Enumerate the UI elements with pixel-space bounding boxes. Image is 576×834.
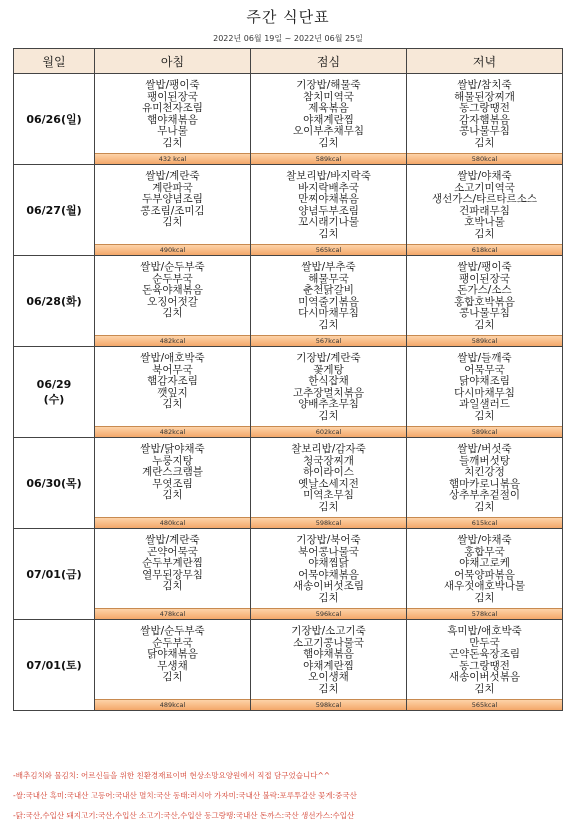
lunch-cell	[251, 620, 407, 711]
dinner-items: 쌀밥/야채죽 소고기미역국 생선가스/타르타르소스 건파래무침 호박나물 김치	[432, 170, 537, 240]
breakfast-items: 쌀밥/계란죽 곤약어묵국 순두부계란찜 열무된장무침 김치	[142, 534, 203, 592]
day-row	[14, 74, 563, 165]
breakfast-cell	[95, 620, 251, 711]
breakfast-items: 쌀밥/팽이죽 팽이된장국 유미천자조림 햄야채볶음 무나물 김치	[142, 79, 203, 149]
lunch-items: 찰보리밥/바지락죽 바지락배추국 만찌야채볶음 양념두부조림 꼬시래기나물 김치	[286, 170, 371, 240]
breakfast-kcal-bar: 480kcal	[95, 517, 250, 528]
lunch-kcal-bar: 598kcal	[251, 517, 406, 528]
breakfast-cell	[95, 438, 251, 529]
dinner-kcal-bar: 565kcal	[407, 699, 562, 710]
breakfast-cell	[95, 165, 251, 256]
breakfast-kcal-bar: 432 kcal	[95, 153, 250, 164]
breakfast-cell	[95, 347, 251, 438]
dinner-items: 쌀밥/야채죽 홍합무국 야채고로케 어묵양파볶음 새우젓애호박나물 김치	[443, 534, 526, 604]
dinner-cell	[407, 620, 563, 711]
breakfast-cell	[95, 256, 251, 347]
lunch-cell	[251, 347, 407, 438]
lunch-items: 기장밥/계란죽 꽃게탕 한식잡채 고추장멸치볶음 양배추초무침 김치	[292, 352, 364, 422]
dinner-items: 흑미밥/애호박죽 만두국 곤약돈육장조림 동그랑땡전 새송이버섯볶음 김치	[447, 625, 522, 695]
day-label: 07/01(토)	[14, 620, 95, 711]
day-label: 06/29 (수)	[14, 347, 95, 438]
lunch-kcal-bar: 589kcal	[251, 153, 406, 164]
day-row	[14, 165, 563, 256]
lunch-kcal-bar: 598kcal	[251, 699, 406, 710]
footnote-origin-1: -쌀:국내산 흑미:국내산 고등어:국내산 멸치:국산 동태:러시아 가자미:국내산 불락:포루투갈산 꽃게:중국산	[13, 791, 357, 800]
lunch-items: 기장밥/해물죽 참치미역국 제육볶음 야채계란찜 오이부추채무침 김치	[292, 79, 364, 149]
dinner-kcal-bar: 580kcal	[407, 153, 562, 164]
dinner-kcal-bar: 615kcal	[407, 517, 562, 528]
lunch-kcal-bar: 602kcal	[251, 426, 406, 437]
dinner-cell	[407, 347, 563, 438]
lunch-cell	[251, 438, 407, 529]
dinner-kcal-bar: 618kcal	[407, 244, 562, 255]
header-dinner: 저녁	[407, 49, 563, 74]
header-day: 월일	[14, 49, 95, 74]
breakfast-kcal-bar: 489kcal	[95, 699, 250, 710]
lunch-items: 기장밥/북어죽 북어콩나물국 야채찜닭 어묵야채볶음 새송이버섯조림 김치	[292, 534, 364, 604]
menu-table	[13, 48, 563, 711]
page-title: 주간 식단표	[246, 8, 330, 26]
lunch-kcal-bar: 596kcal	[251, 608, 406, 619]
breakfast-kcal-bar: 482kcal	[95, 426, 250, 437]
day-row	[14, 529, 563, 620]
day-label: 06/26(일)	[14, 74, 95, 165]
breakfast-cell	[95, 74, 251, 165]
dinner-kcal-bar: 578kcal	[407, 608, 562, 619]
dinner-items: 쌀밥/팽이죽 팽이된장국 돈가스/소스 홍합호박볶음 콩나물무침 김치	[454, 261, 515, 331]
breakfast-kcal-bar: 478kcal	[95, 608, 250, 619]
dinner-cell	[407, 165, 563, 256]
day-row	[14, 256, 563, 347]
lunch-cell	[251, 165, 407, 256]
footnote-kimchi: -배추김치와 물김치: 어르신들을 위한 친환경재료이며 현상소망요양원에서 직접 담구었습니다^^	[13, 771, 331, 780]
header-breakfast: 아침	[95, 49, 251, 74]
breakfast-items: 쌀밥/순두부죽 순두부국 돈육야채볶음 오징어젓갈 김치	[140, 261, 205, 319]
day-label: 07/01(금)	[14, 529, 95, 620]
lunch-items: 찰보리밥/감자죽 청국장찌개 하이라이스 옛날소세지전 미역초무침 김치	[291, 443, 366, 513]
day-row	[14, 620, 563, 711]
breakfast-cell	[95, 529, 251, 620]
lunch-kcal-bar: 567kcal	[251, 335, 406, 346]
breakfast-kcal-bar: 482kcal	[95, 335, 250, 346]
dinner-cell	[407, 74, 563, 165]
dinner-items: 쌀밥/버섯죽 들깨버섯탕 치킨강정 햄마카로니볶음 상추부추겉절이 김치	[448, 443, 520, 513]
dinner-cell	[407, 256, 563, 347]
lunch-cell	[251, 74, 407, 165]
lunch-cell	[251, 529, 407, 620]
breakfast-items: 쌀밥/애호박죽 북어무국 햄감자조림 깻잎지 김치	[140, 352, 205, 410]
day-label: 06/30(목)	[14, 438, 95, 529]
lunch-kcal-bar: 565kcal	[251, 244, 406, 255]
breakfast-items: 쌀밥/순두부죽 순두부국 닭야채볶음 무생채 김치	[140, 625, 205, 683]
lunch-items: 기장밥/소고기죽 소고기콩나물국 햄야채볶음 야채계란찜 오이생채 김치	[291, 625, 366, 695]
breakfast-kcal-bar: 490kcal	[95, 244, 250, 255]
lunch-cell	[251, 256, 407, 347]
dinner-cell	[407, 438, 563, 529]
dinner-items: 쌀밥/들깨죽 어묵무국 닭야채조림 다시마채무침 과일샐러드 김치	[454, 352, 515, 422]
date-range: 2022년 06월 19일 ~ 2022년 06월 25일	[213, 34, 363, 43]
dinner-items: 쌀밥/참치죽 해물된장찌개 동그랑땡전 감자햄볶음 콩나물무침 김치	[454, 79, 515, 149]
lunch-items: 쌀밥/부추죽 해물무국 춘천닭갈비 미역줄기볶음 다시마채무침 김치	[298, 261, 359, 331]
day-label: 06/27(월)	[14, 165, 95, 256]
header-row	[14, 49, 563, 74]
day-label: 06/28(화)	[14, 256, 95, 347]
day-row	[14, 438, 563, 529]
header-lunch: 점심	[251, 49, 407, 74]
dinner-cell	[407, 529, 563, 620]
dinner-kcal-bar: 589kcal	[407, 335, 562, 346]
breakfast-items: 쌀밥/계란죽 계란파국 두부양념조림 콩조림/조미김 김치	[140, 170, 205, 228]
day-row	[14, 347, 563, 438]
breakfast-items: 쌀밥/닭야채죽 누룽지탕 계란스크램블 무엿조림 김치	[140, 443, 205, 501]
dinner-kcal-bar: 589kcal	[407, 426, 562, 437]
footnote-origin-2: -닭:국산,수입산 돼지고기:국산,수입산 소고기:국산,수입산 동그랑땡:국내산 돈까스:국산 생선가스:수입산	[13, 811, 355, 820]
